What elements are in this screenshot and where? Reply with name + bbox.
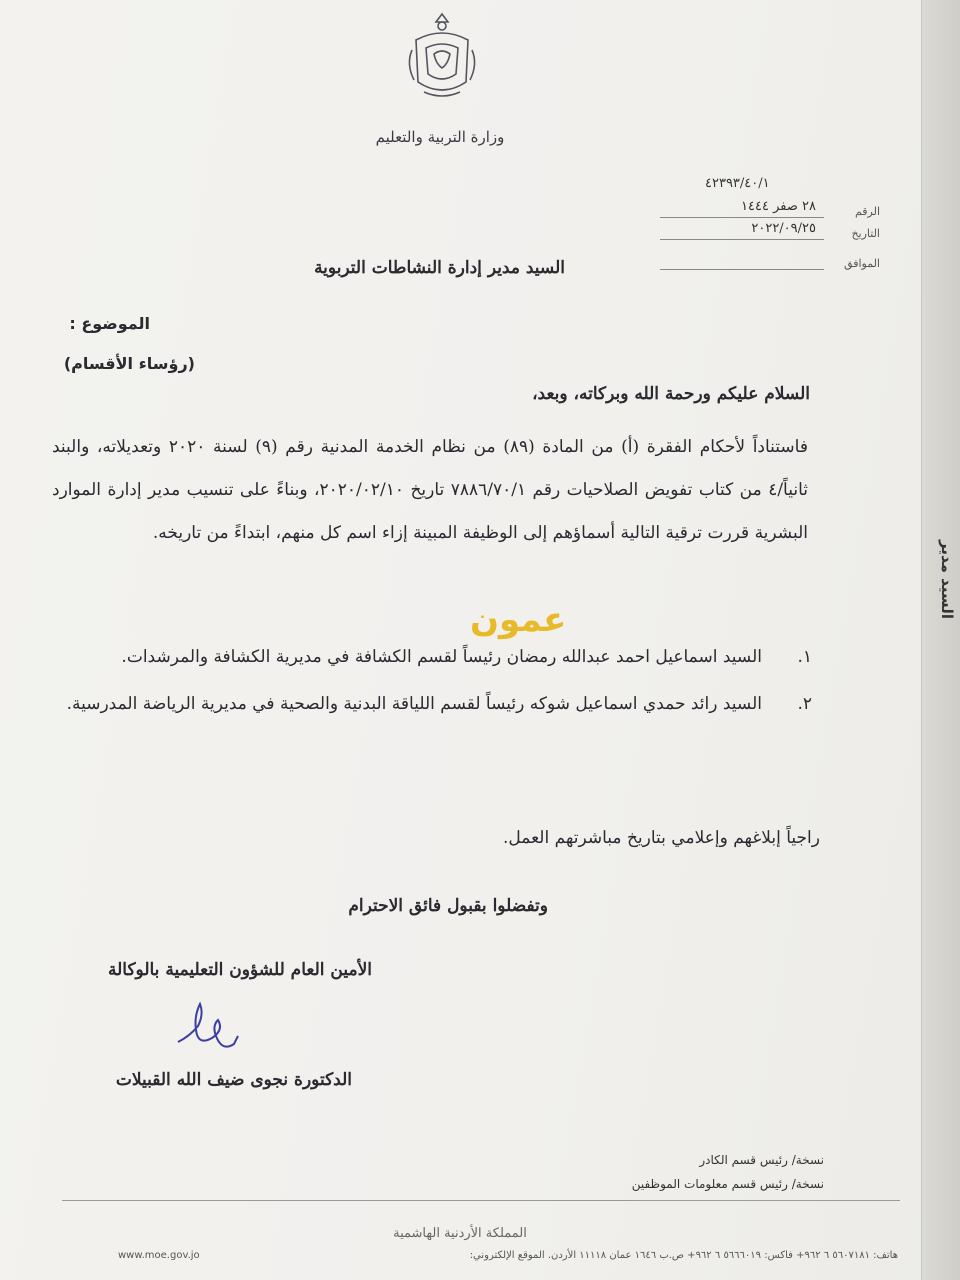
- regards-line: وتفضلوا بقبول فائق الاحترام: [348, 896, 548, 916]
- list-item-text: السيد رائد حمدي اسماعيل شوكه رئيساً لقسم اللياقة البدنية والصحية في مديرية الرياضة المدرسية.: [66, 694, 762, 714]
- signer-name: الدكتورة نجوى ضيف الله القبيلات: [115, 1070, 352, 1090]
- footer-divider: [62, 1200, 900, 1201]
- subject-value: (رؤساء الأقسام): [63, 354, 195, 373]
- list-item-number: ٢.: [797, 694, 812, 714]
- copy-item: نسخة/ رئيس قسم الكادر: [699, 1153, 824, 1167]
- reference-block: [660, 196, 880, 270]
- adjacent-page-edge: [921, 0, 960, 1280]
- list-item: [52, 683, 812, 726]
- number-label: الرقم: [854, 205, 880, 218]
- list-item: [52, 636, 812, 679]
- reference-number: ٤٢٣٩٣/٤٠/١: [705, 176, 770, 191]
- copy-item: نسخة/ رئيس قسم معلومات الموظفين: [631, 1177, 824, 1191]
- corresponding-value: [660, 249, 824, 270]
- corresponding-row: [660, 248, 880, 270]
- ministry-name: وزارة التربية والتعليم: [375, 128, 505, 146]
- subject-label: الموضوع :: [69, 314, 150, 333]
- side-note: السيد مدير: [938, 540, 956, 619]
- number-row: [660, 196, 880, 218]
- jordan-emblem-icon: [402, 10, 482, 102]
- footer-contact: [118, 1250, 898, 1261]
- list-item-text: السيد اسماعيل احمد عبدالله رمضان رئيساً لقسم الكشافة في مديرية الكشافة والمرشدات.: [121, 647, 762, 667]
- corresponding-label: الموافق: [844, 257, 880, 270]
- signature-icon: [172, 996, 242, 1060]
- footer-kingdom: المملكة الأردنية الهاشمية: [393, 1226, 527, 1241]
- letter-body: فاستناداً لأحكام الفقرة (أ) من المادة (٨٩) من نظام الخدمة المدنية رقم (٩) لسنة ٢٠٢٠ وتعديلاته، والبند ثانياً/٤ من كتاب تفويض الصلاحيات رقم ٧٨٨٦/٧٠/١ تاريخ ٢٠٢٠/٠٢/١٠، وبناءً على تنسيب مدير إدارة الموارد البشرية قررت ترقية التالية أسماؤهم إلى الوظيفة المبينة إزاء اسم كل منهم، ابتداءً من تاريخه.: [52, 437, 809, 543]
- addressee: السيد مدير إدارة النشاطات التربوية: [314, 258, 565, 278]
- list-item-number: ١.: [797, 647, 812, 667]
- footer-contact-text: هاتف: ٥٦٠٧١٨١ ٦ ٩٦٢+ فاكس: ٥٦٦٦٠١٩ ٦ ٩٦٢+ ص.ب ١٦٤٦ عمان ١١١١٨ الأردن. الموقع الإلكتروني:: [469, 1250, 898, 1261]
- date-value: ٢٠٢٢/٠٩/٢٥: [660, 219, 824, 240]
- number-value: ٢٨ صفر ١٤٤٤: [660, 197, 824, 218]
- greeting: السلام عليكم ورحمة الله وبركاته، وبعد،: [532, 384, 810, 404]
- date-row: [660, 218, 880, 240]
- date-label: التاريخ: [851, 227, 880, 240]
- promotion-list: [52, 636, 812, 726]
- watermark: عمون: [470, 600, 567, 640]
- footer-website: www.moe.gov.jo: [118, 1250, 200, 1261]
- copies-list: [632, 1148, 824, 1196]
- signer-title: الأمين العام للشؤون التعليمية بالوكالة: [107, 960, 372, 980]
- closing-line: راجياً إبلاغهم وإعلامي بتاريخ مباشرتهم العمل.: [503, 828, 820, 848]
